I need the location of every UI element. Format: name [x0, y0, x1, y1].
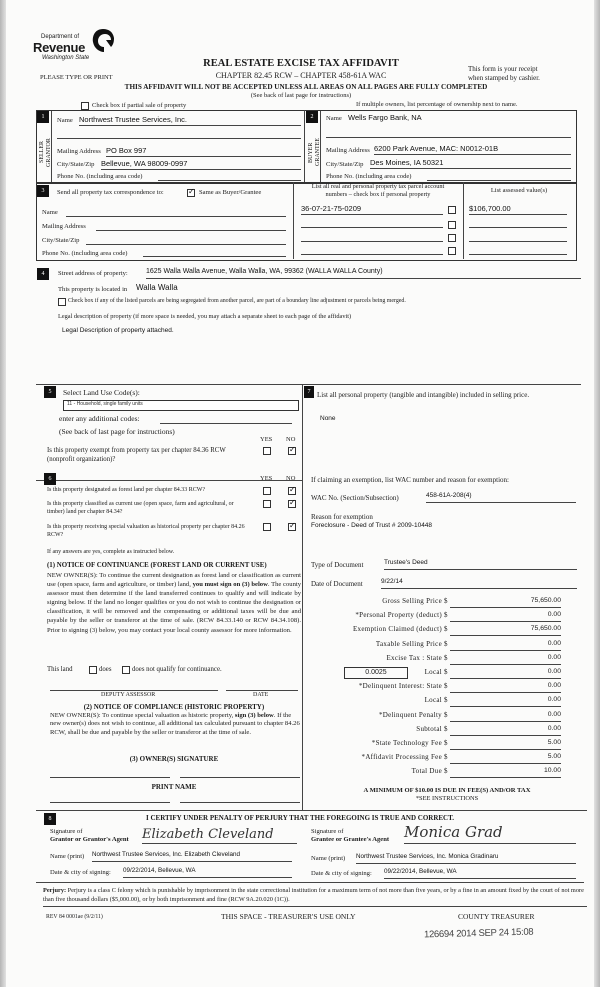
- amount-label: Excise Tax : State: [386, 654, 442, 662]
- amount-value[interactable]: 5.00: [450, 753, 561, 764]
- s7-bottom: [302, 810, 587, 811]
- amount-label: Subtotal: [416, 725, 442, 733]
- warning-banner: THIS AFFIDAVIT WILL NOT BE ACCEPTED UNLESS ALL AREAS ON ALL PAGES ARE FULLY COMPLETED: [124, 83, 488, 91]
- logo-line3: Washington State: [42, 55, 90, 61]
- seller-name-field[interactable]: Northwest Trustee Services, Inc.: [79, 115, 301, 126]
- question-text: Is this property receiving special valuation as historical property per chapter 84.26 RCW?: [47, 524, 245, 538]
- amount-value[interactable]: 0.00: [450, 696, 561, 707]
- section-8-top: [36, 810, 302, 811]
- assessed-header: List assessed value(s): [490, 187, 548, 194]
- assessed-value-field[interactable]: [469, 219, 567, 228]
- grantor-name-field[interactable]: Northwest Trustee Services, Inc. Elizabeth Cleveland: [92, 851, 292, 862]
- perjury-notice: [43, 886, 587, 904]
- amount-label: *State Technology Fee: [371, 739, 442, 747]
- delinquent-penalty-row: [302, 711, 592, 724]
- grantee-label: GRANTEE: [315, 138, 321, 167]
- grantee-name-label: Name (print): [311, 855, 346, 862]
- perjury-text: Perjury is a class C felony which is punishable by imprisonment in the state correctional institution for a maximum term of not more than five years, or by a fine in an amount fixed by the court of not more than five thousand dollars ($5,000.00), or by both imprisonment and fine (RCW 9A.20.020 (1C)).: [43, 887, 584, 903]
- s5-no-header: NO: [286, 436, 296, 443]
- notice1-text-b: . The county assessor must then determine if the land transferred continues to qualify and will indicate by signing below. If the land no longer qualifies or you do not wish to continue the designation or classification, it will be removed and the compensating or additional taxes will be due and payable by the seller or transferor at the time of sale. (RCW 84.33.140 or RCW 84.34.108). Prior to signing (3) below, you may contact your local county assessor for more information.: [47, 581, 301, 634]
- s3-mailing-field[interactable]: [96, 222, 286, 231]
- amount-label: Total Due: [411, 767, 442, 775]
- amount-label: Local: [424, 696, 442, 704]
- parcel-header: [294, 183, 462, 199]
- notice1-bold: you must sign on (3) below: [192, 581, 268, 589]
- gross-selling-price-row: [302, 597, 592, 610]
- amount-value[interactable]: 0.00: [450, 711, 561, 722]
- dollar-sign: $: [444, 611, 448, 619]
- notice-compliance-title: (2) NOTICE OF COMPLIANCE (HISTORIC PROPERTY): [83, 703, 265, 711]
- same-as-buyer-label: Same as Buyer/Grantee: [199, 189, 262, 196]
- amount-value[interactable]: 0.00: [450, 725, 561, 736]
- amount-value[interactable]: 75,650.00: [450, 597, 561, 608]
- grantee-sig-label-2: Grantee or Grantee's Agent: [311, 836, 390, 843]
- buyer-grantee-label: [308, 130, 322, 175]
- buyer-name-label: Name: [326, 115, 342, 122]
- assessor-date-label: DATE: [253, 692, 269, 698]
- local-rate-box[interactable]: 0.0025: [344, 667, 408, 679]
- s3-name-field[interactable]: [66, 208, 286, 217]
- deputy-assessor-label: DEPUTY ASSESSOR: [101, 692, 156, 698]
- s6-no-header: NO: [286, 475, 296, 482]
- personal-property-checkbox[interactable]: [448, 247, 456, 255]
- seller-name-label: Name: [57, 117, 73, 124]
- question-no-checkbox[interactable]: [288, 487, 296, 495]
- buyer-phone-label: Phone No. (including area code): [326, 173, 412, 180]
- grantor-signature[interactable]: Elizabeth Cleveland: [142, 827, 297, 844]
- treasurer-space-label: THIS SPACE - TREASURER'S USE ONLY: [221, 912, 356, 921]
- footer-divider: [43, 906, 587, 907]
- exemption-label: If claiming an exemption, list WAC number and reason for exemption:: [311, 476, 509, 484]
- question-text: Is this property designated as forest land per chapter 84.33 RCW?: [47, 487, 206, 493]
- question-yes-checkbox[interactable]: [263, 487, 271, 495]
- section-8-bottom: [36, 882, 584, 883]
- mid-block-top: [36, 384, 581, 385]
- print-name-line-1[interactable]: [50, 802, 170, 803]
- nonprofit-exempt-no[interactable]: [288, 447, 296, 455]
- notice-continuance-text: [47, 571, 301, 635]
- grantee-name-field[interactable]: Northwest Trustee Services, Inc. Monica Gradinaru: [356, 853, 576, 864]
- dollar-sign: $: [444, 668, 448, 676]
- partial-sale-label: Check box if partial sale of property: [92, 102, 187, 109]
- assessor-date-line[interactable]: [226, 690, 298, 691]
- dor-logo-icon: [91, 28, 115, 54]
- notice-continuance-title: (1) NOTICE OF CONTINUANCE (FOREST LAND OR CURRENT USE): [47, 562, 267, 569]
- parcel-header-line1: List all real and personal property tax parcel account: [311, 183, 445, 190]
- personal-property-deduct-row: [302, 611, 592, 624]
- buyer-mailing-field[interactable]: 6200 Park Avenue, MAC: N0012-01B: [374, 144, 571, 155]
- exemption-reason-label: Reason for exemption: [311, 513, 373, 521]
- section-7-badge: 7: [304, 386, 314, 398]
- amount-label: *Delinquent Penalty: [378, 711, 442, 719]
- assessed-value-field[interactable]: [469, 233, 567, 242]
- notice2-bold: sign (3) below: [234, 712, 274, 719]
- parcel-number-field[interactable]: 36-07-21-75-0209: [301, 204, 443, 215]
- dollar-sign: $: [444, 696, 448, 704]
- parcel-number-field[interactable]: [301, 246, 443, 255]
- logo-line1: Department of: [41, 34, 80, 40]
- street-address-label: Street address of property:: [58, 270, 128, 277]
- land-use-select[interactable]: [63, 400, 299, 411]
- amount-value[interactable]: 5.00: [450, 739, 561, 750]
- exemption-claimed-row: [302, 625, 592, 638]
- amount-value[interactable]: 0.00: [450, 654, 561, 665]
- section-6-badge: 6: [44, 473, 56, 485]
- seller-city-field[interactable]: Bellevue, WA 98009-0997: [101, 159, 301, 170]
- please-type: PLEASE TYPE OR PRINT: [40, 74, 113, 81]
- amount-value[interactable]: 0.00: [450, 682, 561, 693]
- notice-compliance-text: [50, 712, 300, 737]
- section-3-badge: 3: [37, 185, 49, 197]
- treasurer-stamp: 126694 2014 SEP 24 15:08: [423, 926, 534, 941]
- taxable-selling-price-row: [302, 640, 592, 653]
- section-5-badge: 5: [44, 386, 56, 398]
- legal-description-label: Legal description of property (if more space is needed, you may attach a separate sheet to each page of the affidavit): [58, 313, 352, 320]
- street-address-field[interactable]: 1625 Walla Walla Avenue, Walla Walla, WA, 99362 (WALLA WALLA County): [146, 268, 581, 279]
- affidavit-processing-fee-row: [302, 753, 592, 766]
- amount-value[interactable]: 75,650.00: [450, 625, 561, 636]
- amount-value[interactable]: 0.00: [450, 611, 561, 622]
- amount-label: Gross Selling Price: [382, 597, 442, 605]
- land-use-label: Select Land Use Code(s):: [63, 388, 140, 397]
- personal-property-value[interactable]: None: [320, 415, 336, 422]
- s3-city-label: City/State/Zip: [42, 237, 80, 244]
- dor-logo: [33, 26, 133, 66]
- dollar-sign: $: [444, 625, 448, 633]
- question-text: Is this property classified as current use (open space, farm and agricultural, or timber) land per chapter 84.34?: [47, 501, 234, 515]
- section-4-badge: 4: [37, 268, 49, 280]
- owner-signature-label: (3) OWNER(S) SIGNATURE: [129, 755, 219, 763]
- excise-tax-state-row: [302, 654, 592, 667]
- dollar-sign: $: [444, 711, 448, 719]
- notice2-text-a: NEW OWNER(S): To continue special valuation as historic property,: [50, 712, 234, 719]
- notice2-text-b: . If the new owner(s) does not wish to continue, all additional tax calculated pursuant to chapter 84.26 RCW, shall be due and payable by the seller or transferor at the time of sale.: [50, 712, 300, 736]
- buyer-mailing-label: Mailing Address: [326, 147, 370, 154]
- seller-city-label: City/State/Zip: [57, 161, 95, 168]
- segregated-checkbox[interactable]: [58, 298, 66, 306]
- perjury-bold-label: Perjury:: [43, 887, 67, 894]
- seller-grantor-label: [39, 130, 53, 175]
- parcel-number-field[interactable]: [301, 219, 443, 228]
- dollar-sign: $: [444, 654, 448, 662]
- buyer-phone-field[interactable]: [427, 171, 571, 181]
- nonprofit-exempt-question: Is this property exempt from property tax per chapter 84.36 RCW (nonprofit organization)?: [47, 447, 226, 463]
- s5-yes-header: YES: [260, 436, 273, 443]
- section-1-badge: 1: [37, 111, 49, 123]
- seller-mailing-field[interactable]: PO Box 997: [106, 146, 301, 157]
- land-does-label: does: [99, 666, 112, 673]
- exemption-reason-value[interactable]: Foreclosure - Deed of Trust # 2009-10448: [311, 522, 433, 529]
- located-in-value[interactable]: Walla Walla: [136, 283, 178, 292]
- personal-property-checkbox[interactable]: [448, 234, 456, 242]
- question-no-checkbox[interactable]: [288, 500, 296, 508]
- amount-value[interactable]: 0.00: [450, 640, 561, 651]
- amount-label: *Personal Property (deduct): [355, 611, 442, 619]
- state-technology-fee-row: [302, 739, 592, 752]
- perjury-certification: I CERTIFY UNDER PENALTY OF PERJURY THAT THE FOREGOING IS TRUE AND CORRECT.: [146, 814, 455, 822]
- s3-phone-label: Phone No. (including area code): [42, 250, 128, 257]
- grantor-label: GRANTOR: [46, 138, 52, 167]
- question-no-checkbox[interactable]: [288, 523, 296, 531]
- grantor-date-label: Date & city of signing:: [50, 869, 111, 876]
- assessed-value-field[interactable]: [469, 246, 567, 255]
- seller-phone-field[interactable]: [158, 171, 301, 181]
- grantee-date-field[interactable]: 09/22/2014, Bellevue, WA: [384, 868, 576, 879]
- buyer-city-label: City/State/Zip: [326, 161, 364, 168]
- deputy-assessor-line[interactable]: [50, 690, 218, 691]
- form-subtitle: CHAPTER 82.45 RCW – CHAPTER 458-61A WAC: [215, 71, 387, 80]
- question-yes-checkbox[interactable]: [263, 500, 271, 508]
- personal-property-checkbox[interactable]: [448, 221, 456, 229]
- personal-property-checkbox[interactable]: [448, 206, 456, 214]
- delinquent-interest-local-row: [302, 696, 592, 709]
- form-title: REAL ESTATE EXCISE TAX AFFIDAVIT: [203, 58, 399, 69]
- subtotal-row: [302, 725, 592, 738]
- parcel-number-field[interactable]: [301, 233, 443, 242]
- s3-name-label: Name: [42, 209, 58, 216]
- legal-description-value[interactable]: Legal Description of property attached.: [62, 327, 174, 334]
- land-use-select-value: 11 - Household, single family units: [67, 401, 143, 407]
- amount-label: Exemption Claimed (deduct): [352, 625, 442, 633]
- dollar-sign: $: [444, 640, 448, 648]
- grantee-sig-label-1: Signature of: [311, 828, 344, 835]
- question-yes-checkbox[interactable]: [263, 523, 271, 531]
- additional-codes-field[interactable]: [160, 414, 292, 424]
- s3-city-field[interactable]: [86, 236, 286, 245]
- s3-phone-field[interactable]: [143, 249, 286, 257]
- owner-signature-line-2[interactable]: [180, 777, 300, 778]
- land-does-checkbox[interactable]: [89, 666, 97, 674]
- section-8-badge: 8: [44, 813, 56, 825]
- dollar-sign: $: [444, 753, 448, 761]
- county-treasurer-label: COUNTY TREASURER: [458, 912, 535, 921]
- s6-yes-header: YES: [260, 475, 273, 482]
- buyer-name-line2: [326, 137, 571, 138]
- buyer-label: BUYER: [308, 142, 314, 163]
- parties-divider: [304, 110, 305, 182]
- amount-value[interactable]: 0.00: [450, 668, 561, 679]
- affidavit-page: [6, 0, 594, 987]
- doc-type-field[interactable]: Trustee's Deed: [384, 559, 577, 570]
- scan-edge-right: [594, 0, 600, 987]
- total-due-row: [302, 767, 592, 780]
- dollar-sign: $: [444, 682, 448, 690]
- seller-mailing-label: Mailing Address: [57, 148, 101, 155]
- personal-property-label: List all personal property (tangible and intangible) included in selling price.: [317, 391, 530, 399]
- receipt-note-1: This form is your receipt: [468, 65, 538, 73]
- print-name-label: PRINT NAME: [151, 783, 197, 791]
- doc-date-field[interactable]: 9/22/14: [381, 578, 577, 589]
- segregated-label: Check box if any of the listed parcels are being segregated from another parcel, are part of a boundary line adjustment or parcels being merged.: [68, 298, 406, 304]
- grantor-sig-label-2: Grantor or Grantor's Agent: [50, 836, 129, 843]
- same-as-buyer-checkbox[interactable]: [187, 189, 195, 197]
- nonprofit-exempt-yes[interactable]: [263, 447, 271, 455]
- excise-tax-local-row: [302, 668, 592, 681]
- dollar-sign: $: [444, 739, 448, 747]
- amount-label: Local: [424, 668, 442, 676]
- logo-line2: Revenue: [33, 40, 86, 55]
- dollar-sign: $: [444, 767, 448, 775]
- land-does-not-label: does not qualify for continuance.: [132, 666, 222, 673]
- form-id: REV 84 0001ae (9/2/11): [46, 914, 103, 920]
- additional-codes-label: enter any additional codes:: [59, 414, 140, 423]
- grantor-name-label: Name (print): [50, 853, 85, 860]
- delinquent-interest-state-row: [302, 682, 592, 695]
- see-back-instructions: (See back of last page for instructions): [59, 427, 175, 436]
- multiple-owners-note: If multiple owners, list percentage of ownership next to name.: [356, 101, 518, 108]
- land-does-not-checkbox[interactable]: [122, 666, 130, 674]
- dollar-sign: $: [444, 597, 448, 605]
- buyer-city-field[interactable]: Des Moines, IA 50321: [370, 158, 571, 169]
- amount-label: Taxable Selling Price: [375, 640, 442, 648]
- see-back-note: (See back of last page for instructions): [250, 92, 352, 99]
- doc-type-label: Type of Document: [311, 561, 364, 569]
- section-2-badge: 2: [306, 111, 318, 123]
- print-name-line-2[interactable]: [180, 802, 300, 803]
- send-correspondence-label: Send all property tax correspondence to:: [57, 189, 164, 196]
- parcel-header-line2: numbers – check box if personal property: [325, 191, 431, 198]
- grantor-date-field[interactable]: 09/22/2014, Bellevue, WA: [123, 867, 292, 878]
- if-yes-note: If any answers are yes, complete as instructed below.: [47, 549, 175, 555]
- amount-label: *Delinquent Interest: State: [358, 682, 442, 690]
- buyer-name-field[interactable]: Wells Fargo Bank, NA: [348, 113, 422, 122]
- assessed-value-field[interactable]: $106,700.00: [469, 204, 567, 215]
- seller-phone-label: Phone No. (including area code): [57, 173, 143, 180]
- owner-signature-line-1[interactable]: [50, 777, 170, 778]
- dollar-sign: $: [444, 725, 448, 733]
- see-instructions-note: *SEE INSTRUCTIONS: [415, 795, 479, 802]
- notice1-text-a: NEW OWNER(S): To continue the current designation as forest land or classification as current use (open space, farm and agriculture, or timber) land,: [47, 572, 301, 589]
- located-in-label: This property is located in: [58, 286, 128, 293]
- doc-date-label: Date of Document: [311, 580, 363, 588]
- wac-field[interactable]: 458-61A-208(4): [426, 492, 576, 503]
- seller-name-line2: [57, 138, 301, 139]
- wac-label: WAC No. (Section/Subsection): [311, 494, 399, 502]
- amount-label: *Affidavit Processing Fee: [361, 753, 442, 761]
- receipt-note-2: when stamped by cashier.: [468, 74, 540, 82]
- seller-label: SELLER: [39, 141, 45, 164]
- minimum-due-note: A MINIMUM OF $10.00 IS DUE IN FEE(S) AND/OR TAX: [363, 787, 531, 794]
- s3-mailing-label: Mailing Address: [42, 223, 86, 230]
- grantor-sig-label-1: Signature of: [50, 828, 83, 835]
- grantee-date-label: Date & city of signing:: [311, 870, 372, 877]
- this-land-label: This land: [47, 666, 73, 673]
- grantee-signature[interactable]: Monica Grad: [404, 823, 576, 844]
- amount-value[interactable]: 10.00: [450, 767, 561, 778]
- partial-sale-checkbox[interactable]: [81, 102, 89, 110]
